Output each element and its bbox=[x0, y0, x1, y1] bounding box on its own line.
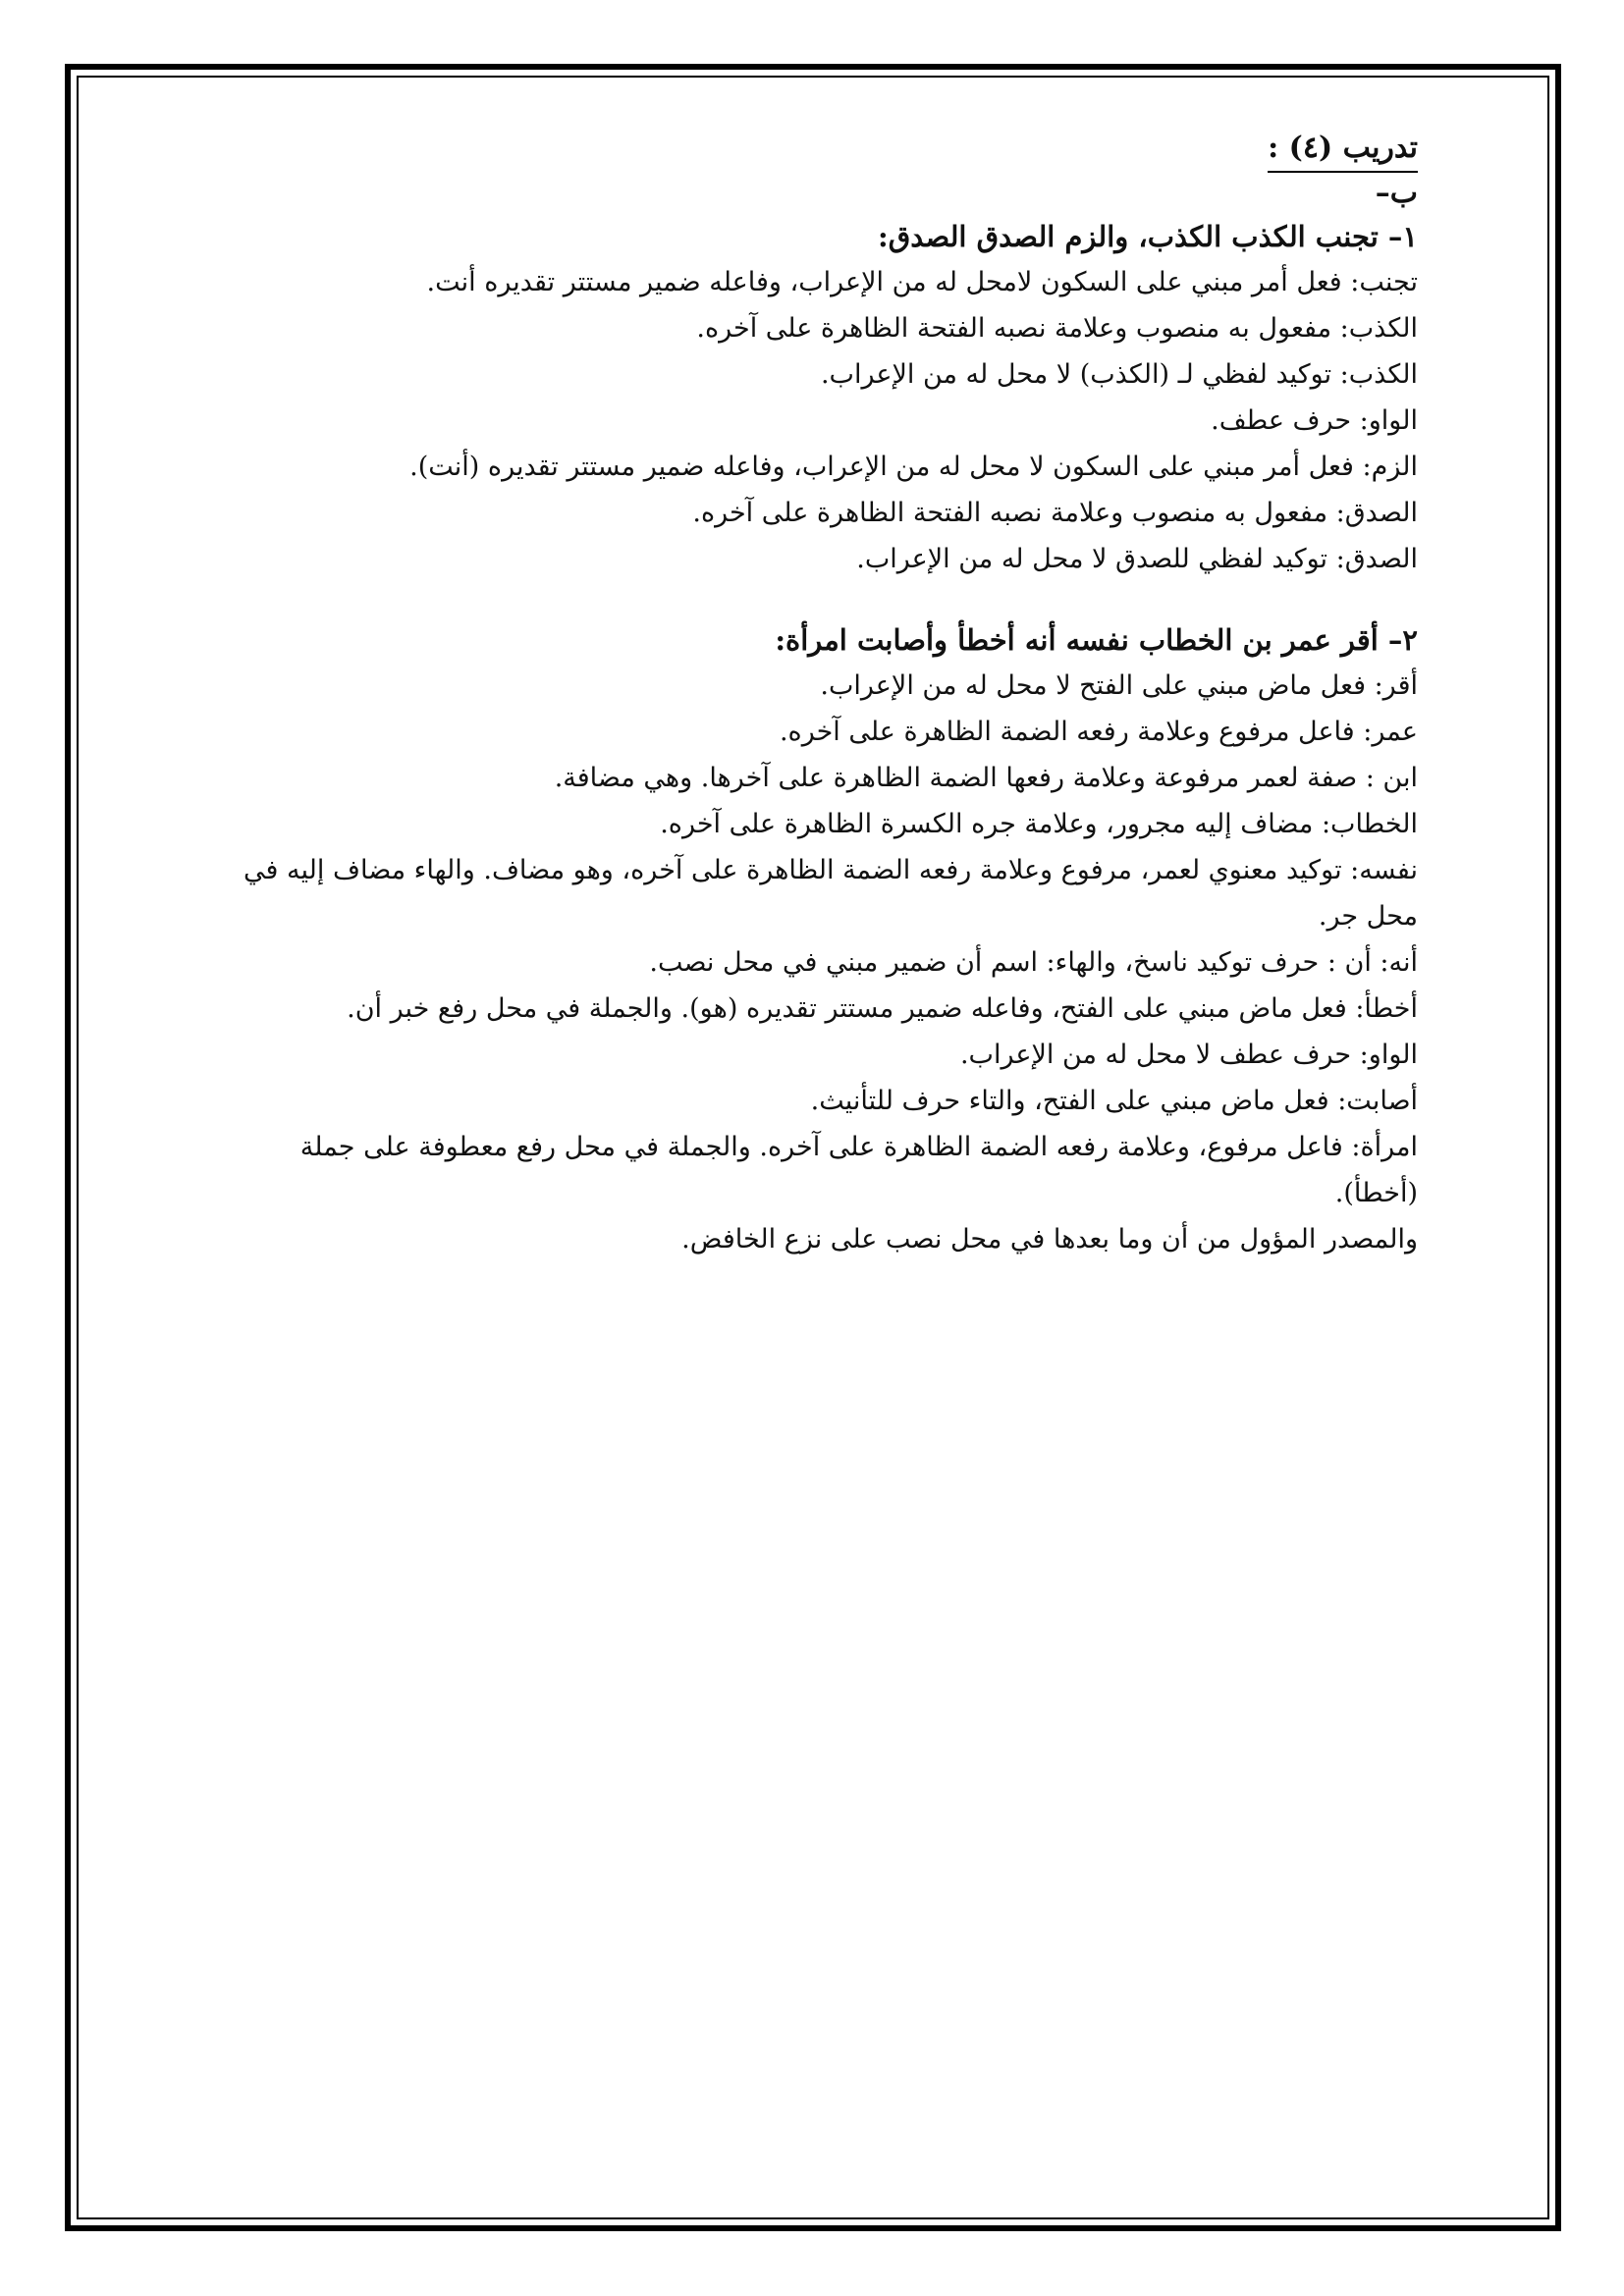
exercise-title: تدريب (٤) : bbox=[1268, 128, 1418, 173]
analysis-line: أنه: أن : حرف توكيد ناسخ، والهاء: اسم أن ضمير مبني في محل نصب. bbox=[649, 947, 1418, 978]
analysis-line: أصابت: فعل ماض مبني على الفتح، والتاء حرف للتأنيث. bbox=[810, 1086, 1418, 1116]
analysis-line: امرأة: فاعل مرفوع، وعلامة رفعه الضمة الظاهرة على آخره. والجملة في محل رفع معطوفة على جملة (أخطأ). bbox=[299, 1132, 1418, 1208]
analysis-line: ابن : صفة لعمر مرفوعة وعلامة رفعها الضمة الظاهرة على آخرها. وهي مضافة. bbox=[554, 763, 1418, 793]
exercise-part-label: ب– bbox=[1375, 176, 1418, 210]
analysis-line: أقر: فعل ماض مبني على الفتح لا محل له من الإعراب. bbox=[820, 670, 1418, 701]
analysis-line: نفسه: توكيد معنوي لعمر، مرفوع وعلامة رفعه الضمة الظاهرة على آخره، وهو مضاف. والهاء مضاف إليه في محل جر. bbox=[244, 855, 1418, 932]
analysis-line: الصدق: مفعول به منصوب وعلامة نصبه الفتحة الظاهرة على آخره. bbox=[692, 498, 1418, 528]
sentence-1-heading: ١– تجنب الكذب الكذب، والزم الصدق الصدق: bbox=[878, 220, 1418, 253]
analysis-line: الواو: حرف عطف لا محل له من الإعراب. bbox=[959, 1040, 1418, 1070]
document-body bbox=[220, 126, 1418, 1262]
analysis-line: عمر: فاعل مرفوع وعلامة رفعه الضمة الظاهرة على آخره. bbox=[779, 717, 1418, 747]
analysis-line: الواو: حرف عطف. bbox=[1211, 405, 1418, 436]
analysis-line: تجنب: فعل أمر مبني على السكون لامحل له من الإعراب، وفاعله ضمير مستتر تقديره أنت. bbox=[426, 267, 1418, 297]
title-row bbox=[220, 126, 1418, 173]
analysis-line: الكذب: مفعول به منصوب وعلامة نصبه الفتحة الظاهرة على آخره. bbox=[696, 313, 1418, 344]
analysis-line: الكذب: توكيد لفظي لـ (الكذب) لا محل له من الإعراب. bbox=[820, 359, 1418, 390]
analysis-line: الصدق: توكيد لفظي للصدق لا محل له من الإعراب. bbox=[856, 544, 1418, 574]
analysis-line: والمصدر المؤول من أن وما بعدها في محل نصب على نزع الخافض. bbox=[681, 1224, 1418, 1255]
analysis-line: الزم: فعل أمر مبني على السكون لا محل له من الإعراب، وفاعله ضمير مستتر تقديره (أنت). bbox=[409, 452, 1418, 482]
analysis-line: أخطأ: فعل ماض مبني على الفتح، وفاعله ضمير مستتر تقديره (هو). والجملة في محل رفع خبر أن. bbox=[347, 993, 1418, 1024]
sentence-2-heading: ٢– أقر عمر بن الخطاب نفسه أنه أخطأ وأصابت امرأة: bbox=[775, 623, 1418, 657]
section-spacer bbox=[220, 582, 1418, 617]
analysis-line: الخطاب: مضاف إليه مجرور، وعلامة جره الكسرة الظاهرة على آخره. bbox=[660, 809, 1418, 839]
